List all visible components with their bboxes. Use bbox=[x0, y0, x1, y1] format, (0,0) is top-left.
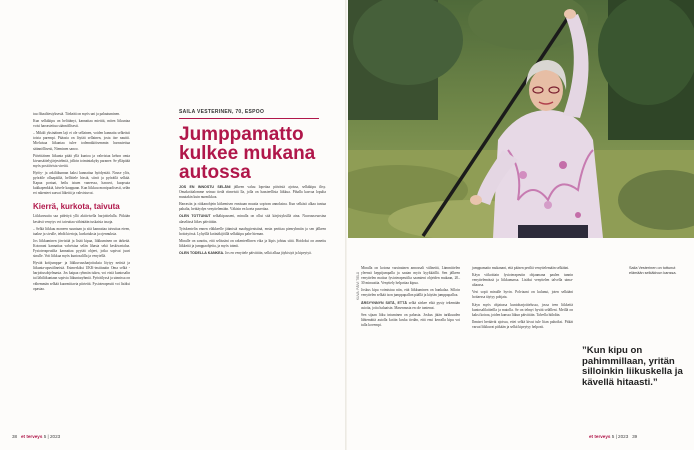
section-subhead: Kierrä, kurkota, taivuta bbox=[33, 202, 120, 212]
body-paragraph: Ihmiset heräävät ajoissa, ettei selkä kivut tule liian pahoiksi. Pitkät varsat liikkuvat pitkään ja selkä kipeytyy helposti. bbox=[472, 319, 573, 329]
paragraph-text: Työskentelin ennen eläkkeelle jäämistä maahygienistinä, ensin perittaa pienryhmiin ja sen jälkeen hoitotyössä. Lyhyillä kotinäkijöillä selkäkipu pahe hieman. bbox=[179, 226, 326, 236]
right-column-2 bbox=[472, 266, 573, 332]
right-footer bbox=[589, 434, 637, 439]
col1-top-text bbox=[33, 112, 130, 196]
paragraph-text: jälkeen valuu lopettaa päivästä ajoissa, selkäkipu iltsy. Omakotitalomme seinuo tiedä riimeistä lla, jolla on haasteellista liikkua. Pihalla kasvaa lopulta muutakin kuin nurmikkoa. bbox=[179, 185, 327, 200]
paragraph-text: Jos en venyttele päivittäin, selkä alkaa jäykistyä ja kipeytyä. bbox=[224, 251, 312, 256]
body-paragraph: Joskus kipu voimistuu niin, että liikkuminen on hankalaa. Silloin venyttelen selkää ison jumppapallon päällä ja käytän jumppapalloa. bbox=[361, 288, 460, 298]
garden-portrait-image bbox=[348, 0, 694, 238]
body-paragraph: Sen sijaan liiku intuminen on pahasta. Joskus jätän tarkkuuden lähtemättä autolla kotiin koska tiedän, että ensi kerralla kipu voi tulla kovempi. bbox=[361, 312, 460, 327]
left-column-2 bbox=[179, 185, 326, 258]
page-number: 38 bbox=[12, 434, 18, 439]
col1-bottom-text bbox=[33, 214, 130, 291]
page-number: 39 bbox=[632, 434, 638, 439]
profile-kicker: SAILA VESTERINEN, 70, ESPOO bbox=[179, 109, 265, 115]
body-paragraph: Liikkuvuutta saa pidettyä yllä aktiivisella harjoittelulla. Pitkään kestävä venytys voi taivuttaa vähintään tuskaisia tasoja. bbox=[33, 214, 130, 224]
photo-credit: KUVA: PÄIVI TIELÄ bbox=[356, 271, 360, 300]
paragraph-text: Harrastin ja riitkanohjein kitkemisen ennisaan muutta sopivan annoksina. Kun selkäsä alkaa tuntua pahalta, heittäydyn venyttelemään. Väkisin en koeta puserttaa. bbox=[179, 202, 326, 212]
body-paragraph: Jos liikkuminen järvistää ja lisää kipua, liikkuminen on tärkeää. Kotonani kannattaa vahvistaa selän lihasta sekä keskivartaloa. Fysioterapeutilta kannattaa pyytää ohjeet, jotka sopivat juuri sinulle. Voit liikkua myös kuntosalilla ja venytellä. bbox=[33, 238, 130, 259]
body-paragraph: Käyn myös ohjatussa kuntoharjoittelussa, jossa teen liikkeitä kuntosalilaitteilla ja matolla. Se on tehnyt hyvää selälleni. Meillä on kaksi koiraa, joiden kanssa liikun päivittäin. Talvella hiihdän. bbox=[472, 302, 573, 317]
body-paragraph bbox=[179, 239, 326, 249]
body-paragraph: Hyvää kotijumppa- ja liikkuvuusharjoituksia löytyy netistä ja liikunta-apuvälineistä. Esimerkiksi UKK-instituutin Oma selkä -harjoitusohjelmasta. Jos kaipaa ryhmän tukea, voi etsiä kuntosalin tai lähiliikuntaan sopivia liikuntaryhmiä. Pyöräilyssä ja uinnissa on vähemmän selkää kuormittavia piirteitä. Fysioterapeutti voi lisäksi opastaa. bbox=[33, 261, 130, 291]
left-footer bbox=[12, 434, 60, 439]
magazine-brand: et terveys bbox=[589, 434, 611, 439]
body-paragraph: – Mikäli yksinäinen laji ei ole sellainen, voiden kannatta selkeästi toista parempi. Pääasia on löytää sellainen, josta itse nauttii. Mieluisaa liikuntaa tulee todennäköisemmin harrastettua säännöllisesti, Nieminen sanoo. bbox=[33, 131, 130, 151]
photo-caption: Saila Vesterinen on tottunut elämään selkäkivun kanssa. bbox=[629, 266, 677, 275]
body-paragraph: Minulla on kotona varsinainen annossali välineitä, Lämmittelen yleensä keppijumpalla ja saatan myös kyykkäillä. Sen jälkeen venyttelen mattoa fysioterapeutilta saamieni ohjeiden mukaan, 20–30 minuuttia. Venyttely helpottaa kipua. bbox=[361, 266, 460, 286]
paragraph-lead-in: ÄRSYYNNYN SIITÄ, ETTÄ bbox=[361, 300, 407, 305]
body-paragraph bbox=[179, 227, 326, 237]
issue-number: 5 | 2023 bbox=[43, 434, 61, 439]
body-paragraph: Vesi sopii minulle hyvin. Polviaani on kulunut, joten selkääni hoitaessa täytyy pohjata. bbox=[472, 290, 573, 300]
paragraph-text: Minulle on sanottu, että selässäni on rakenteellinen vika ja liipis johtuu siitä. Hoidoksi on annettu liikkeitä ja jumppaohjeita, ja myös toimii. bbox=[179, 238, 326, 248]
kicker-divider bbox=[179, 118, 319, 119]
paragraph-lead-in: JOS EN INNOSTU SELÄNI bbox=[179, 185, 231, 189]
body-paragraph: Kun selkäkipu on helittänyt, kannattaa miettiä, miten liikuntaa voisi harrastettua säännöllisesti. bbox=[33, 119, 130, 129]
body-paragraph bbox=[179, 202, 326, 212]
pull-quote: ”Kun kipu on pahimmillaan, yritän silloinkin liikuskella ja kävellä hitaasti.” bbox=[582, 345, 683, 388]
body-paragraph: tuu fibaalitestyksestä. Tärkeää on myös uni ja palautuminen. bbox=[33, 112, 121, 116]
paragraph-text: selkä särkee eikä pysty tekemään asioita, joita haluaisin. Masennusta en ole tuntenut. bbox=[361, 300, 460, 310]
body-paragraph bbox=[179, 214, 326, 224]
portrait-photo bbox=[348, 0, 694, 238]
body-paragraph bbox=[179, 251, 326, 256]
paragraph-lead-in: OLEN TOTTUNUT bbox=[179, 214, 211, 219]
body-paragraph bbox=[179, 185, 326, 200]
paragraph-lead-in: OLEN TODELLA KANKEA. bbox=[179, 251, 225, 256]
magazine-brand: et terveys bbox=[20, 434, 43, 439]
right-column-1 bbox=[361, 266, 460, 330]
left-column-1 bbox=[33, 112, 130, 294]
body-paragraph: jumppamatto mukanani, että pääsen periltä venyttelemään selkääni. bbox=[472, 266, 570, 270]
body-paragraph: Päivittäinen liikunta pitää yllä kuntoa ja vahvistaa kehon omia kivunsäätelyjärjestelmiä, jolloin toimintakyky paranee. Se ylläpitää myös positiivista vireitä. bbox=[33, 153, 130, 168]
body-paragraph: Hyöty- ja arkiliikunnan kaksi kannattaa hyödyntää. Nouse ylös, pyöräile ollaapäiliä, hellittele hissiä, siirrä ja pyöräilä selkää. Kapua portaat, heilu istuen vaneessa, haravoi, kuopsuta kukkapenkkiä, kävele kauppaan. Kun liikkuu monipuolisesti, selän eri rakenteet saavat liikettä ja vahvistuvat. bbox=[33, 170, 130, 196]
body-paragraph bbox=[361, 301, 460, 311]
body-paragraph: – Selkä liikkuu moneen suuntaan ja sitä kannattaa taivuttaa eteen, taakse ja sivulle, tehdä kiertoja, kurkotuksia ja ojennuksia. bbox=[33, 226, 130, 236]
body-paragraph: Käyn viikoittain fysioterapeutin ohjaamana paulen tunnin venyttelemässä ja liikkumassa. Lisäksi venyttelen talvella uima-altaassa. bbox=[472, 273, 573, 288]
paragraph-text: selkäkipuuseni, minulla on ollut sitä kärjistyksillä aina. Nuoruusvuosina alaselässä liikes päivittäin. bbox=[179, 214, 326, 224]
article-headline: Jumppamatto kulkee mukana autossa bbox=[179, 124, 316, 183]
issue-number: 5 | 2023 bbox=[611, 434, 629, 439]
